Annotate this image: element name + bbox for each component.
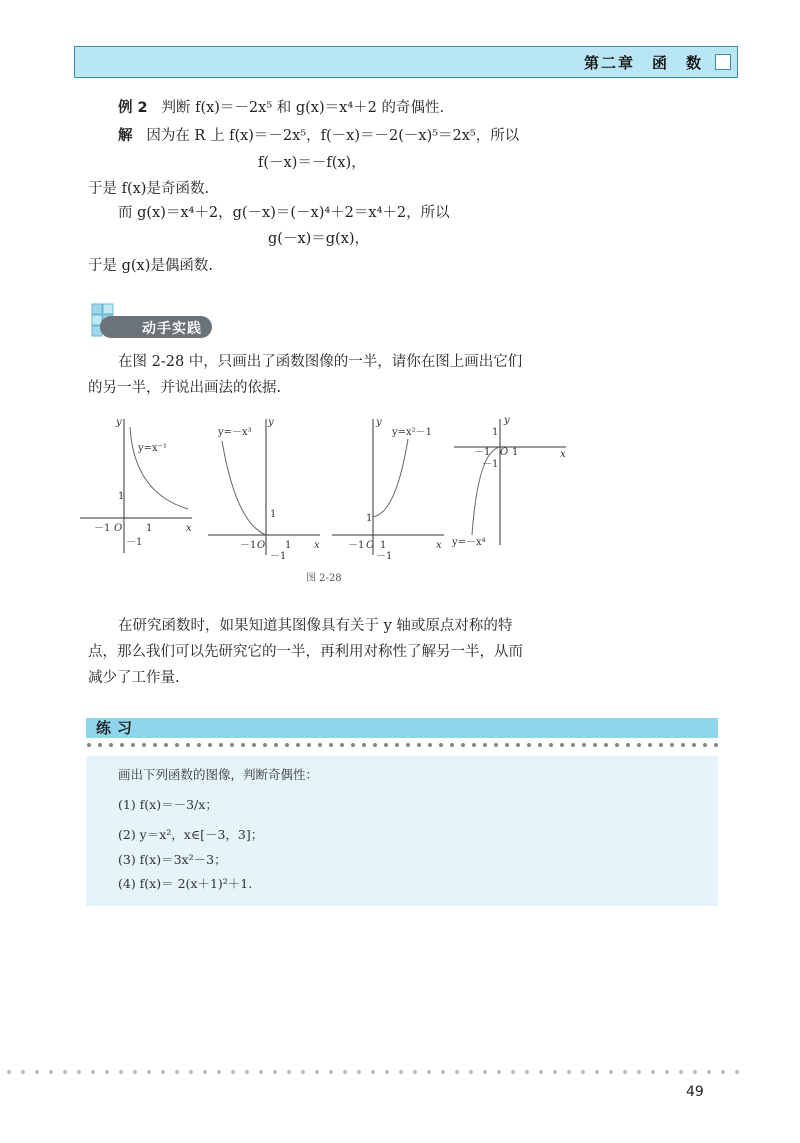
svg-text:O: O (257, 540, 266, 551)
divider-dot (142, 743, 146, 747)
divider-dot (7, 1070, 11, 1074)
paragraph-line-1: 在研究函数时，如果知道其图像具有关于 y 轴或原点对称的特 (118, 618, 513, 634)
divider-dot (505, 743, 509, 747)
divider-dot (351, 743, 355, 747)
divider-dot (63, 1070, 67, 1074)
divider-dot (623, 1070, 627, 1074)
divider-dot (413, 1070, 417, 1074)
divider-dot (735, 1070, 739, 1074)
divider-dot (219, 743, 223, 747)
graph2-label: y=－x³ (218, 427, 252, 438)
exercise-item-2: (2) y＝x²，x∈[－3，3]； (118, 827, 264, 842)
graph-neg-quartic (454, 419, 566, 545)
divider-dot (707, 1070, 711, 1074)
chapter-header (74, 46, 738, 78)
svg-text:1: 1 (118, 491, 125, 502)
svg-text:－1: －1 (348, 540, 365, 551)
divider-dot (203, 1070, 207, 1074)
divider-dot (357, 1070, 361, 1074)
practice-badge-pill (100, 316, 212, 338)
svg-text:1: 1 (380, 540, 387, 551)
divider-dot (651, 1070, 655, 1074)
conclusion-odd: 于是 f(x)是奇函数. (88, 181, 210, 197)
equation-even: g(－x)＝g(x)， (268, 231, 370, 247)
graph-neg-cube (208, 419, 320, 555)
divider-dot (189, 1070, 193, 1074)
svg-text:1: 1 (492, 427, 499, 438)
divider-dot (494, 743, 498, 747)
divider-dot (296, 743, 300, 747)
divider-dot (692, 743, 696, 747)
divider-dot (553, 1070, 557, 1074)
page-number: 49 (686, 1084, 704, 1100)
svg-text:－1: －1 (126, 537, 143, 548)
divider-dot (373, 743, 377, 747)
divider-dot (428, 743, 432, 747)
divider-dot (670, 743, 674, 747)
divider-dot (384, 743, 388, 747)
divider-dot (362, 743, 366, 747)
divider-dot (343, 1070, 347, 1074)
exercise-item-1: (1) f(x)＝－3/x； (118, 797, 218, 812)
svg-text:－1: －1 (376, 551, 393, 562)
divider-dot (626, 743, 630, 747)
svg-text:－1: －1 (474, 447, 491, 458)
svg-text:1: 1 (512, 447, 519, 458)
graph1-label: y=x⁻¹ (138, 443, 167, 454)
graph3-label: y=x²－1 (392, 427, 433, 438)
divider-dot (693, 1070, 697, 1074)
svg-text:－1: －1 (240, 540, 257, 551)
divider-dot (230, 743, 234, 747)
svg-text:1: 1 (270, 509, 277, 520)
svg-text:－1: －1 (482, 459, 499, 470)
divider-dot (21, 1070, 25, 1074)
divider-dot (231, 1070, 235, 1074)
svg-text:x: x (186, 523, 192, 534)
divider-dot (287, 1070, 291, 1074)
divider-dot (208, 743, 212, 747)
divider-dot (307, 743, 311, 747)
divider-dot (538, 743, 542, 747)
divider-dot (399, 1070, 403, 1074)
divider-dot (119, 1070, 123, 1074)
divider-dot (329, 1070, 333, 1074)
divider-dot (164, 743, 168, 747)
divider-dot (595, 1070, 599, 1074)
divider-dot (427, 1070, 431, 1074)
divider-dot (147, 1070, 151, 1074)
figure-caption: 图 2-28 (306, 573, 342, 584)
svg-text:y: y (376, 417, 382, 428)
svg-text:O: O (366, 540, 375, 551)
practice-badge-label: 动手实践 (142, 321, 202, 337)
divider-dot (120, 743, 124, 747)
practice-text-2: 的另一半，并说出画法的依据. (88, 380, 282, 396)
divider-dot (274, 743, 278, 747)
divider-dot (593, 743, 597, 747)
divider-dot (301, 1070, 305, 1074)
divider-dot (665, 1070, 669, 1074)
example-question-line (118, 98, 444, 118)
divider-dot (385, 1070, 389, 1074)
svg-text:O: O (114, 523, 123, 534)
divider-dot (109, 743, 113, 747)
divider-dot (131, 743, 135, 747)
divider-dot (87, 743, 91, 747)
divider-dot (703, 743, 707, 747)
divider-dot (714, 743, 718, 747)
svg-text:y: y (504, 415, 510, 426)
divider-dot (604, 743, 608, 747)
divider-dot (217, 1070, 221, 1074)
divider-dot (615, 743, 619, 747)
divider-dot (175, 743, 179, 747)
svg-text:1: 1 (146, 523, 153, 534)
divider-dot (450, 743, 454, 747)
divider-dot (637, 743, 641, 747)
exercise-item-4: (4) f(x)＝ 2(x＋1)²＋1. (118, 876, 253, 891)
exercise-title: 练习 (96, 719, 139, 737)
divider-dot (527, 743, 531, 747)
divider-dot (91, 1070, 95, 1074)
divider-dot (461, 743, 465, 747)
divider-dot (567, 1070, 571, 1074)
graph-parabola (332, 419, 444, 555)
svg-text:1: 1 (366, 513, 373, 524)
divider-dot (98, 743, 102, 747)
divider-dot (582, 743, 586, 747)
divider-dot (516, 743, 520, 747)
divider-dot (259, 1070, 263, 1074)
solution-text-1: 因为在 R 上 f(x)＝－2x⁵，f(－x)＝－2(－x)⁵＝2x⁵，所以 (146, 128, 520, 144)
figure-2-28 (0, 405, 800, 605)
divider-dot (441, 1070, 445, 1074)
divider-dot (395, 743, 399, 747)
divider-dot (49, 1070, 53, 1074)
practice-text-1: 在图 2-28 中，只画出了函数图像的一半，请你在图上画出它们 (118, 354, 523, 370)
exercise-box (86, 756, 718, 906)
example-label: 例 2 (118, 100, 148, 116)
divider-dot (315, 1070, 319, 1074)
divider-dot (581, 1070, 585, 1074)
divider-dot (161, 1070, 165, 1074)
divider-dot (483, 743, 487, 747)
paragraph-line-3: 减少了工作量. (88, 670, 180, 686)
exercise-title-bar (86, 718, 718, 738)
divider-dot (371, 1070, 375, 1074)
divider-dot (525, 1070, 529, 1074)
divider-dot (133, 1070, 137, 1074)
divider-dot (609, 1070, 613, 1074)
divider-dot (549, 743, 553, 747)
divider-dot (329, 743, 333, 747)
solution-line (118, 126, 519, 146)
divider-dot (35, 1070, 39, 1074)
divider-dot (721, 1070, 725, 1074)
chapter-title: 第二章 函 数 (583, 54, 703, 72)
divider-dot (186, 743, 190, 747)
divider-dot (77, 1070, 81, 1074)
divider-dot (273, 1070, 277, 1074)
solution-text-2: 而 g(x)＝x⁴＋2，g(－x)＝(－x)⁴＋2＝x⁴＋2，所以 (118, 205, 450, 221)
divider-dot (539, 1070, 543, 1074)
conclusion-even: 于是 g(x)是偶函数. (88, 258, 213, 274)
divider-dot (469, 1070, 473, 1074)
example-question: 判断 f(x)＝－2x⁵ 和 g(x)＝x⁴＋2 的奇偶性. (161, 100, 445, 116)
paragraph-line-2: 点，那么我们可以先研究它的一半，再利用对称性了解另一半，从而 (88, 644, 523, 660)
divider-dot (252, 743, 256, 747)
divider-dot (406, 743, 410, 747)
svg-text:x: x (314, 540, 320, 551)
footer-dotted-divider (6, 1068, 746, 1076)
divider-dot (417, 743, 421, 747)
divider-dot (439, 743, 443, 747)
svg-text:1: 1 (285, 540, 292, 551)
solution-label: 解 (118, 128, 133, 144)
exercise-item-3: (3) f(x)＝3x²－3； (118, 852, 227, 867)
divider-dot (511, 1070, 515, 1074)
graph4-label: y=－x⁴ (452, 537, 486, 548)
divider-dot (175, 1070, 179, 1074)
divider-dot (483, 1070, 487, 1074)
divider-dot (318, 743, 322, 747)
divider-dot (285, 743, 289, 747)
divider-dot (241, 743, 245, 747)
header-square-decoration (715, 54, 731, 70)
svg-text:x: x (560, 449, 566, 460)
divider-dot (648, 743, 652, 747)
divider-dot (153, 743, 157, 747)
divider-dot (560, 743, 564, 747)
svg-text:y: y (116, 417, 122, 428)
divider-dot (497, 1070, 501, 1074)
divider-dot (472, 743, 476, 747)
divider-dot (681, 743, 685, 747)
divider-dot (659, 743, 663, 747)
svg-text:y: y (268, 417, 274, 428)
svg-text:x: x (436, 540, 442, 551)
divider-dot (263, 743, 267, 747)
equation-odd: f(－x)＝－f(x)， (258, 155, 366, 171)
divider-dot (245, 1070, 249, 1074)
svg-text:－1: －1 (94, 523, 111, 534)
divider-dot (571, 743, 575, 747)
divider-dot (197, 743, 201, 747)
exercise-intro: 画出下列函数的图像，判断奇偶性： (118, 767, 319, 782)
divider-dot (679, 1070, 683, 1074)
dotted-divider (86, 741, 726, 749)
divider-dot (105, 1070, 109, 1074)
svg-text:－1: －1 (270, 551, 287, 562)
svg-text:O: O (500, 447, 509, 458)
divider-dot (455, 1070, 459, 1074)
divider-dot (637, 1070, 641, 1074)
divider-dot (340, 743, 344, 747)
